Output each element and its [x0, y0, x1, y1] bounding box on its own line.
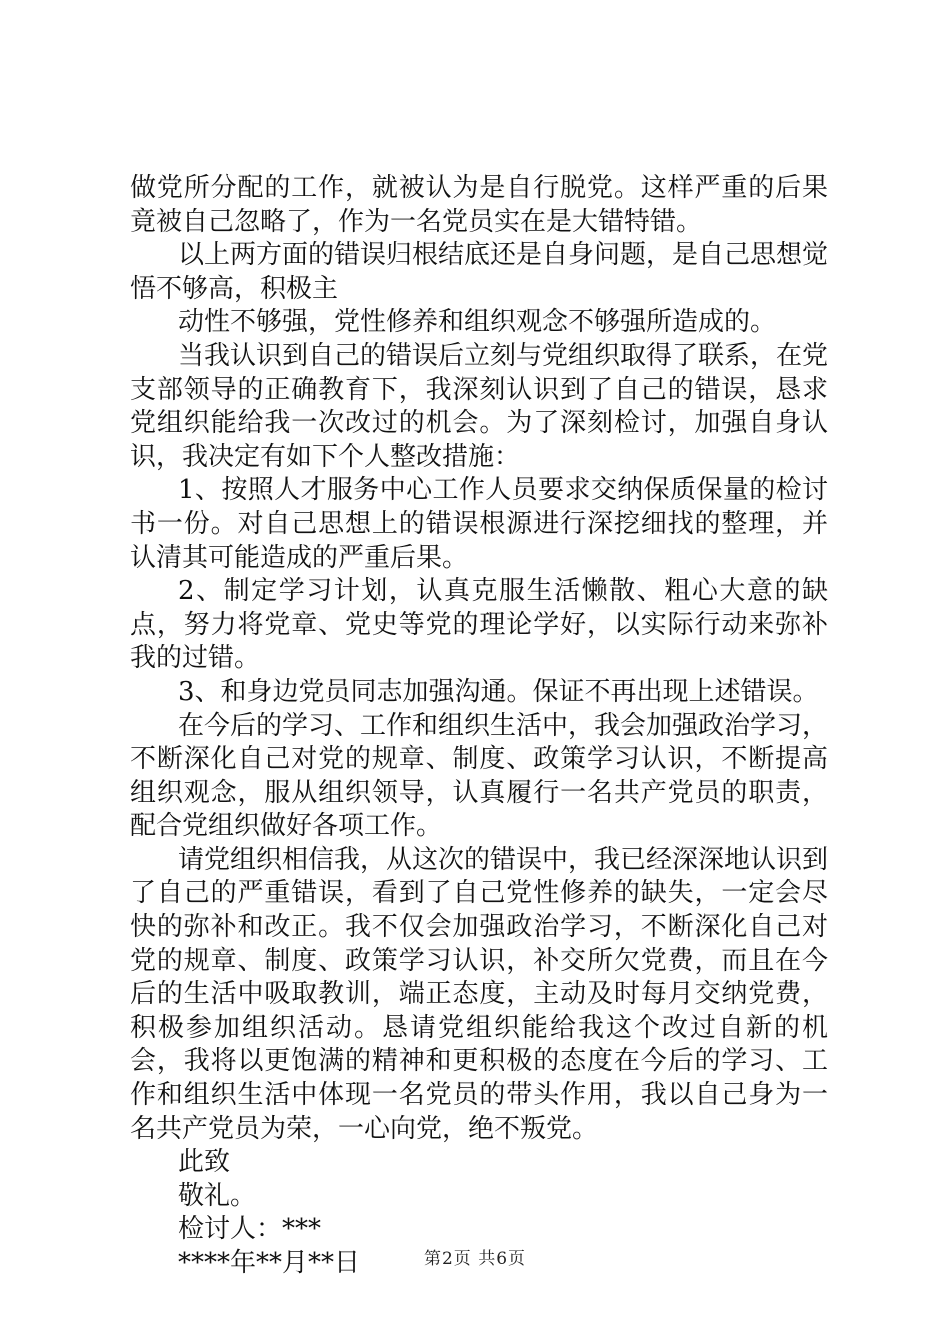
paragraph-1: 做党所分配的工作，就被认为是自行脱党。这样严重的后果竟被自己忽略了，作为一名党员实在是大错特错。: [130, 173, 828, 237]
paragraph-2: 以上两方面的错误归根结底还是自身问题，是自己思想觉悟不够高，积极主: [130, 240, 829, 304]
salutation: 此致: [178, 1147, 231, 1178]
paragraph-plea: 请党组织相信我，从这次的错误中，我已经深深地认识到了自己的严重错误，看到了自己党性修养的缺失，一定会尽快的弥补和改正。我不仅会加强政治学习，不断深化自己对党的规章、制度、政策学习认识，补交所欠党费，而且在今后的生活中吸取教训，端正态度，主动及时每月交纳党费，积极参加组织活动。恳请党组织能给我这个改过自新的机会，我将以更饱满的精神和更积极的态度在今后的学习、工作和组织生活中体现一名党员的带头作用，我以自己身为一名共产党员为荣，一心向党，绝不叛党。: [130, 844, 829, 1144]
date: ****年**月**日: [178, 1248, 361, 1278]
regards: 敬礼。: [178, 1180, 257, 1211]
paragraph-4: 当我认识到自己的错误后立刻与党组织取得了联系，在党支部领导的正确教育下，我深刻认识到了自己的错误，恳求党组织能给我一次改过的机会。为了深刻检讨，加强自身认识，我决定有如下个人整改措施：: [130, 340, 829, 472]
paragraph-3: 动性不够强，党性修养和组织观念不够强所造成的。: [178, 307, 777, 338]
measure-item-1: 1、按照人才服务中心工作人员要求交纳保质保量的检讨书一份。对自己思想上的错误根源进行深挖细找的整理，并认清其可能造成的严重后果。: [130, 475, 828, 573]
signer: 检讨人：***: [178, 1214, 322, 1245]
letter-body: [130, 172, 828, 1281]
page-footer: 第2页 共6页: [423, 1249, 527, 1269]
measure-item-2: 2、制定学习计划，认真克服生活懒散、粗心大意的缺点，努力将党章、党史等党的理论学好，以实际行动来弥补我的过错。: [130, 576, 828, 674]
paragraph-future: 在今后的学习、工作和组织生活中，我会加强政治学习，不断深化自己对党的规章、制度、政策学习认识，不断提高组织观念，服从组织领导，认真履行一名共产党员的职责，配合党组织做好各项工作。: [130, 710, 829, 842]
measure-item-3: 3、和身边党员同志加强沟通。保证不再出现上述错误。: [178, 676, 819, 707]
